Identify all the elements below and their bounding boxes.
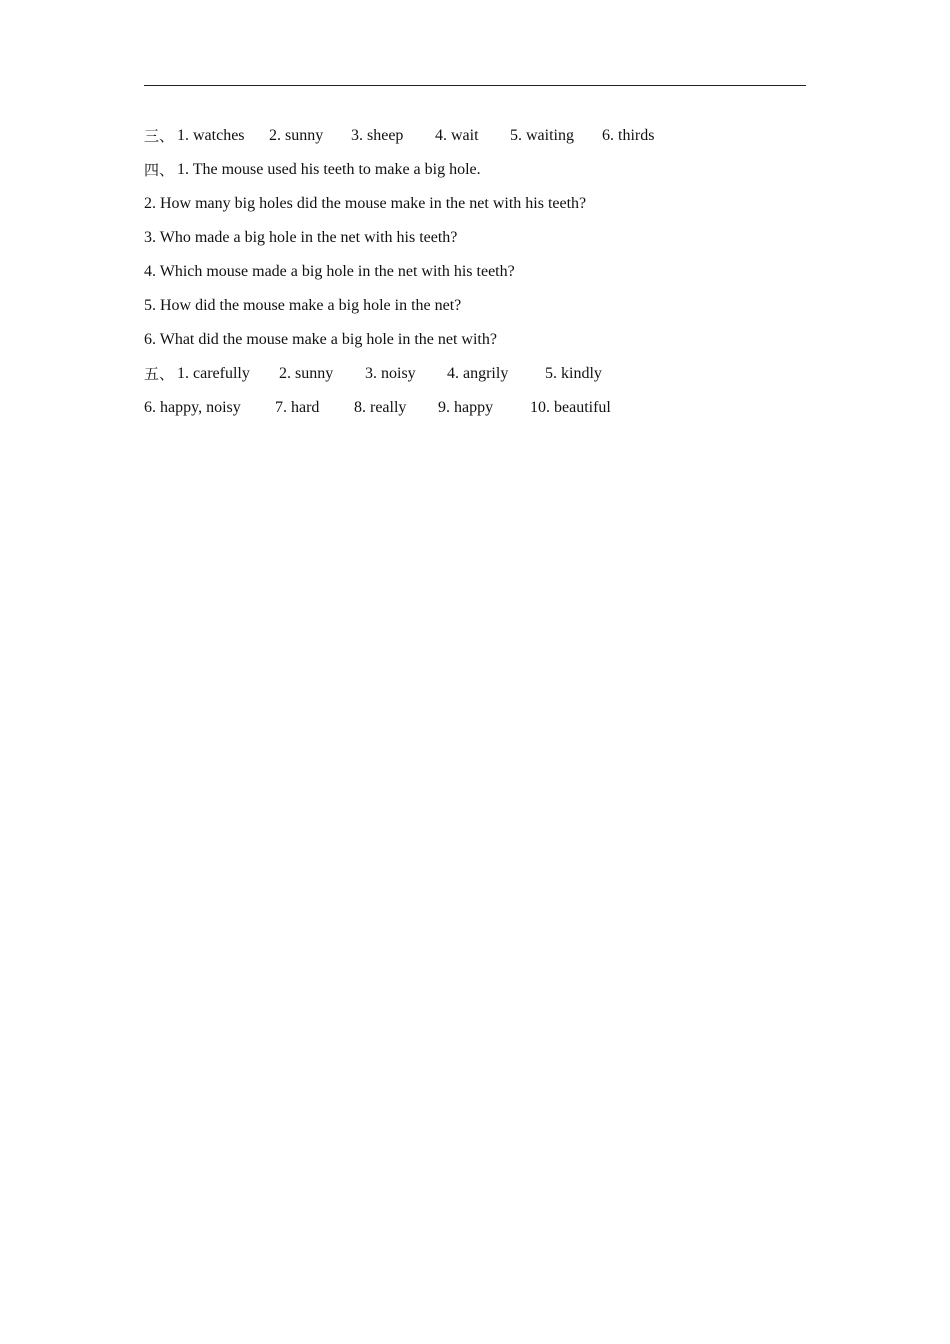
section-three-answer: 1. watches xyxy=(177,127,245,144)
section-four-answer: 3. Who made a big hole in the net with his teeth? xyxy=(144,229,458,246)
header-rule xyxy=(144,85,806,86)
section-five-answer: 8. really xyxy=(354,399,407,416)
section-five-marker: 五、 xyxy=(144,365,175,383)
section-four-answer: 6. What did the mouse make a big hole in the net with? xyxy=(144,331,497,348)
section-five-line xyxy=(144,363,806,397)
section-four-answer: 2. How many big holes did the mouse make in the net with his teeth? xyxy=(144,195,587,212)
section-five-answer: 9. happy xyxy=(438,399,494,416)
section-four-line xyxy=(144,329,806,363)
section-five-answer: 2. sunny xyxy=(279,365,334,382)
section-five-answer: 4. angrily xyxy=(447,365,509,382)
section-four-line xyxy=(144,227,806,261)
section-four-line xyxy=(144,193,806,227)
section-four-line xyxy=(144,159,806,193)
section-three-answer: 3. sheep xyxy=(351,127,404,144)
section-five-answer: 6. happy, noisy xyxy=(144,399,241,416)
section-four-line xyxy=(144,261,806,295)
section-four-marker: 四、 xyxy=(144,161,175,179)
section-five-answer: 5. kindly xyxy=(545,365,602,382)
section-three-marker: 三、 xyxy=(144,127,175,145)
section-five-answer: 3. noisy xyxy=(365,365,416,382)
section-four-answer: 1. The mouse used his teeth to make a big hole. xyxy=(177,161,481,178)
section-three-answer: 5. waiting xyxy=(510,127,574,144)
section-three-line xyxy=(144,125,806,159)
section-three-answer: 2. sunny xyxy=(269,127,324,144)
section-five-answer: 10. beautiful xyxy=(530,399,611,416)
section-four-answer: 5. How did the mouse make a big hole in the net? xyxy=(144,297,462,314)
section-five-answer: 1. carefully xyxy=(177,365,250,382)
section-four-line xyxy=(144,295,806,329)
answer-content xyxy=(144,125,806,431)
section-five-line xyxy=(144,397,806,431)
section-four-answer: 4. Which mouse made a big hole in the net with his teeth? xyxy=(144,263,515,280)
section-five-answer: 7. hard xyxy=(275,399,320,416)
section-three-answer: 6. thirds xyxy=(602,127,655,144)
section-three-answer: 4. wait xyxy=(435,127,479,144)
